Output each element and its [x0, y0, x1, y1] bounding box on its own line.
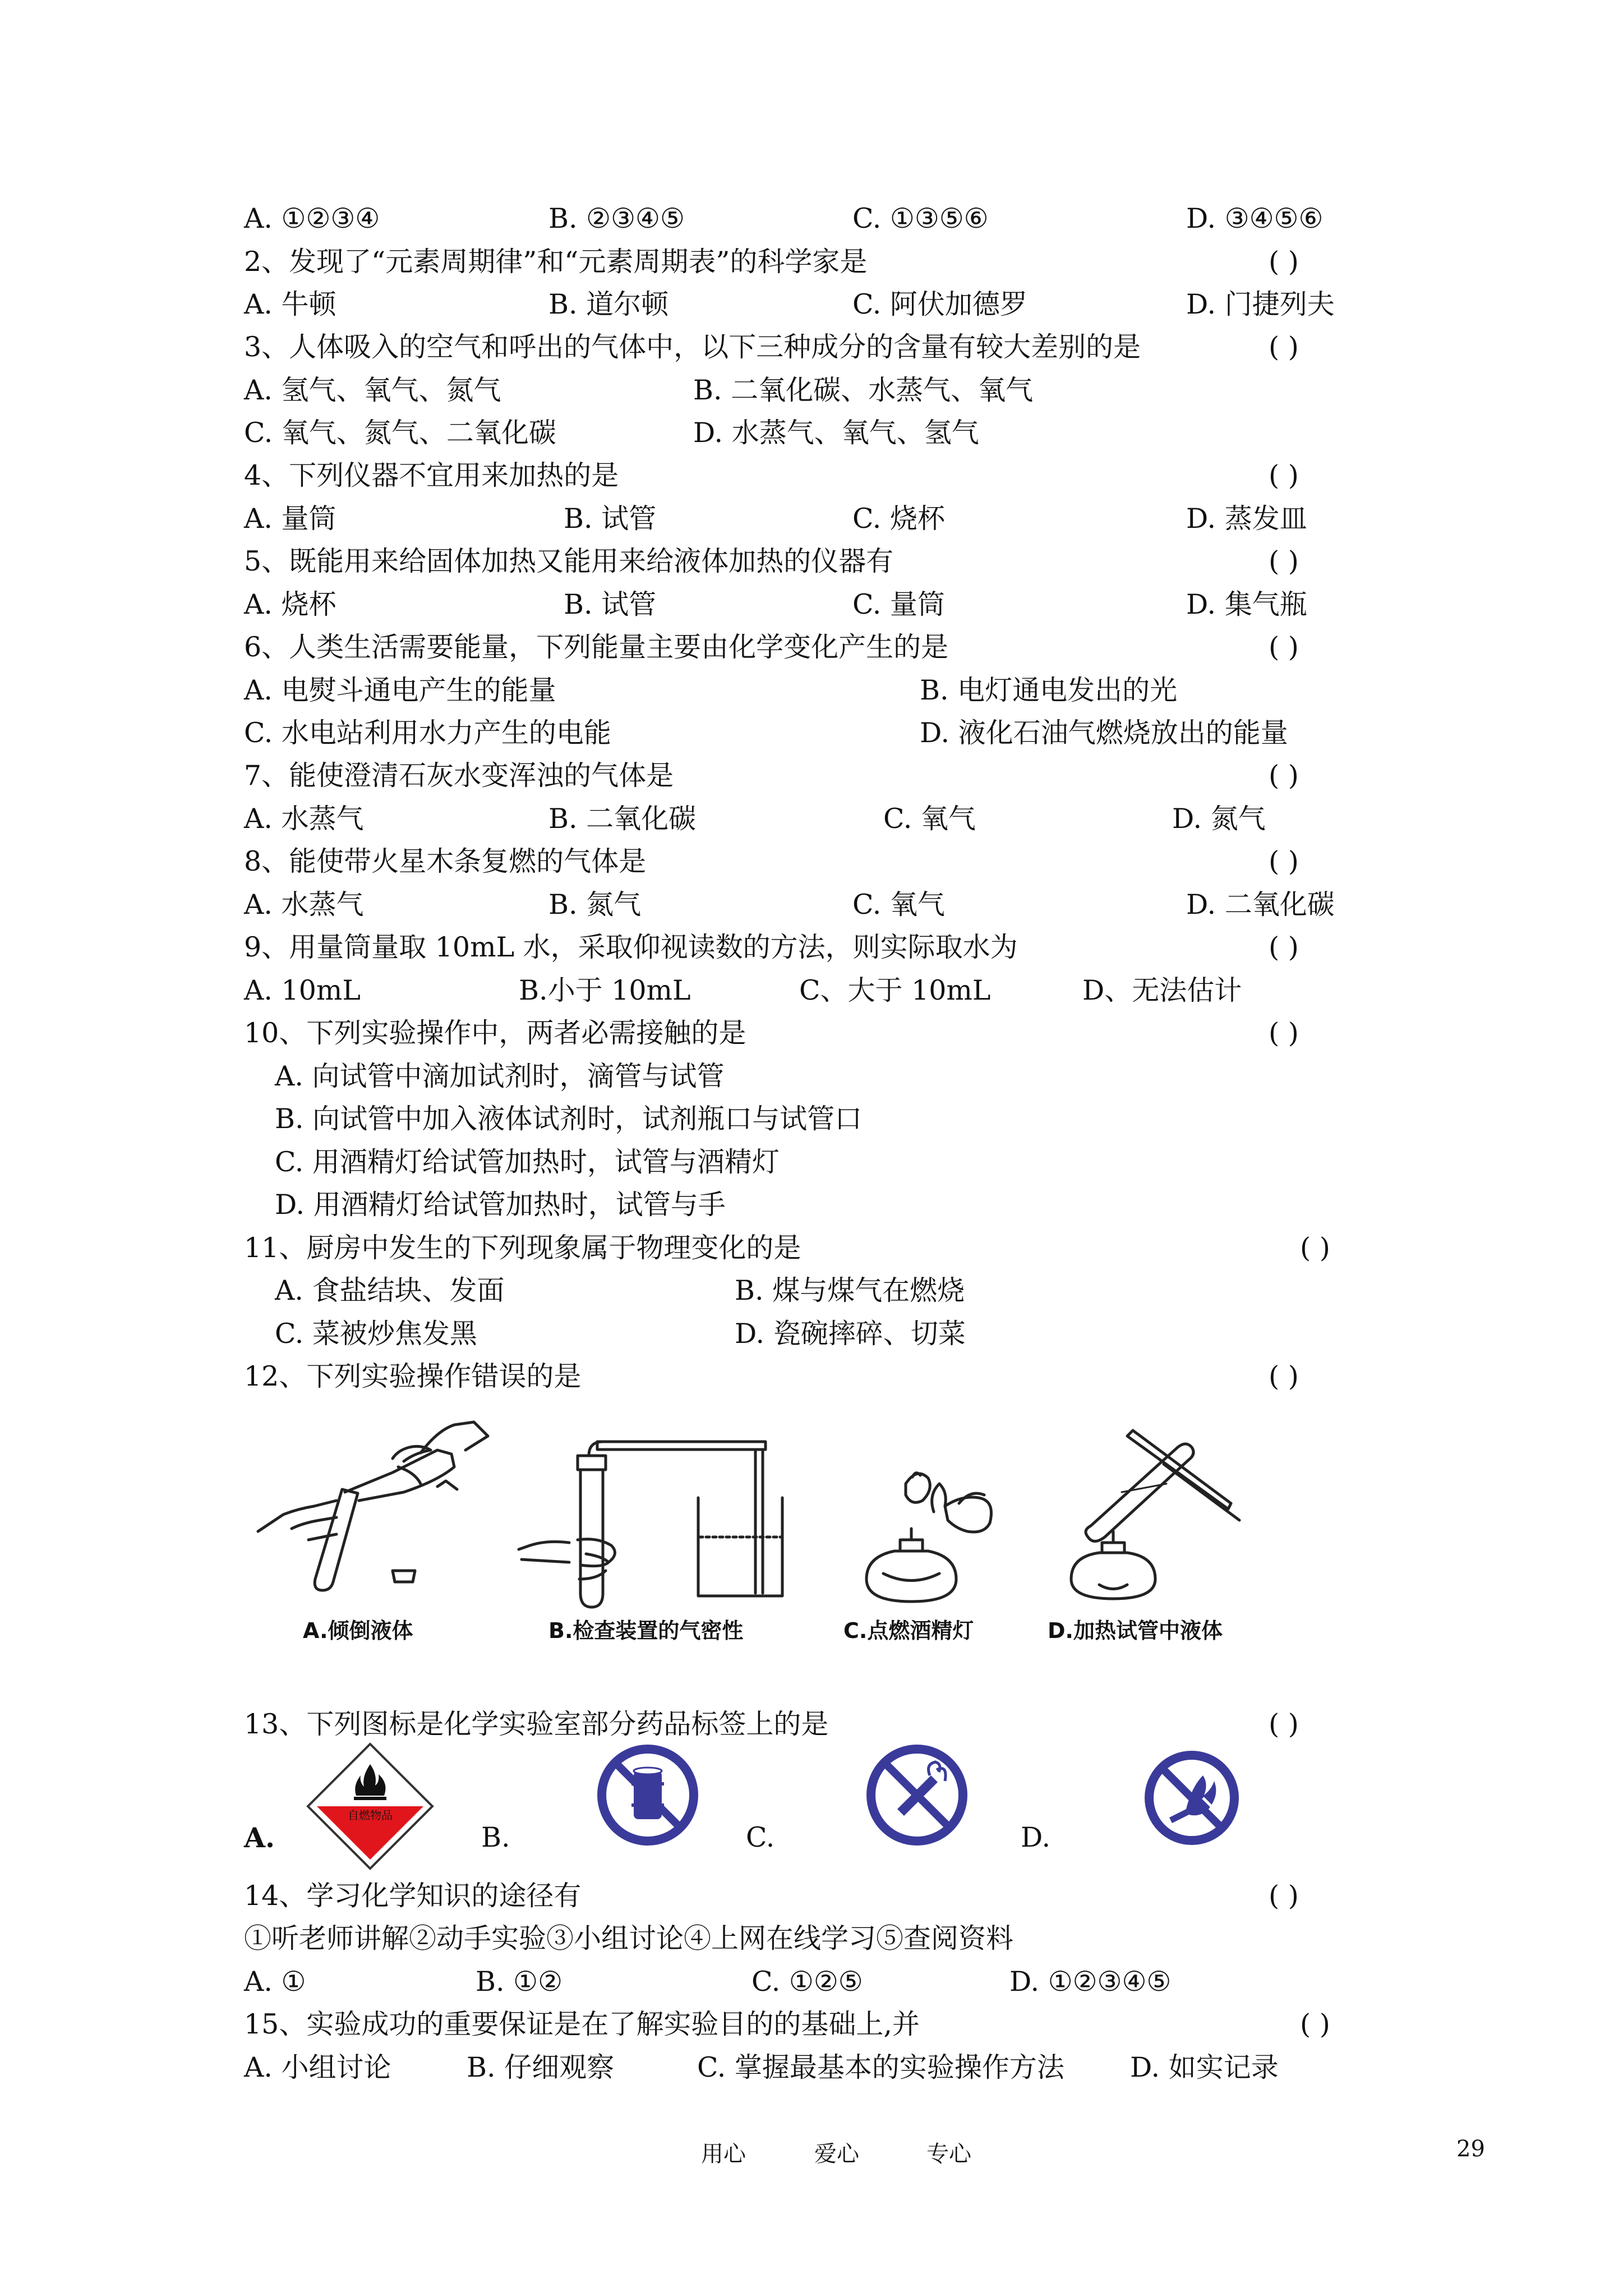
q15-stem: 15、实验成功的重要保证是在了解实验目的的基础上,并	[244, 2008, 920, 2040]
figure-pouring-liquid	[252, 1419, 499, 1604]
q9-stem: 9、用量筒量取 10mL 水，采取仰视读数的方法，则实际取水为	[244, 931, 1018, 963]
q10-option-a: A. 向试管中滴加试剂时，滴管与试管	[275, 1060, 725, 1092]
q1-option-b: B. ②③④⑤	[548, 203, 685, 234]
q9-option-d: D、无法估计	[1082, 974, 1242, 1006]
footer-motto-2: 爱心	[814, 2141, 859, 2167]
q14-stem: 14、学习化学知识的途径有	[244, 1880, 582, 1912]
q9-option-a: A. 10mL	[244, 974, 361, 1006]
q1-option-c: C. ①③⑤⑥	[852, 203, 989, 234]
q2-option-d: D. 门捷列夫	[1186, 288, 1335, 320]
q6-stem: 6、人类生活需要能量，下列能量主要由化学变化产生的是	[244, 631, 949, 663]
page-number: 29	[1456, 2136, 1485, 2162]
q2-option-b: B. 道尔顿	[548, 288, 669, 320]
q8-option-a: A. 水蒸气	[244, 889, 364, 921]
q6-option-d: D. 液化石油气燃烧放出的能量	[920, 717, 1288, 749]
q9-option-b: B.小于 10mL	[519, 974, 691, 1006]
figure-caption-a: A.倾倒液体	[303, 1618, 413, 1643]
q3-option-c: C. 氧气、氮气、二氧化碳	[244, 417, 556, 449]
q3-stem: 3、人体吸入的空气和呼出的气体中，以下三种成分的含量有较大差别的是	[244, 331, 1141, 363]
q2-option-a: A. 牛顿	[244, 288, 336, 320]
q10-option-b: B. 向试管中加入液体试剂时，试剂瓶口与试管口	[275, 1103, 863, 1135]
figure-caption-b: B.检查装置的气密性	[548, 1618, 744, 1643]
q2-answer-blank: ( )	[1269, 246, 1299, 278]
q5-stem: 5、既能用来给固体加热又能用来给液体加热的仪器有	[244, 545, 894, 577]
q12-stem: 12、下列实验操作错误的是	[244, 1360, 582, 1392]
q7-option-a: A. 水蒸气	[244, 803, 364, 835]
q5-option-c: C. 量筒	[852, 588, 945, 620]
footer-motto-1: 用心	[701, 2141, 746, 2167]
q13-option-a: A.	[244, 1821, 275, 1854]
q13-option-b: B.	[481, 1821, 510, 1853]
q15-option-b: B. 仔细观察	[467, 2051, 615, 2083]
q7-option-b: B. 二氧化碳	[548, 803, 697, 835]
q8-option-d: D. 二氧化碳	[1186, 889, 1335, 921]
q9-answer-blank: ( )	[1269, 931, 1299, 963]
q2-option-c: C. 阿伏加德罗	[852, 288, 1027, 320]
q14-option-c: C. ①②⑤	[751, 1966, 863, 1998]
q11-option-c: C. 菜被炒焦发黑	[275, 1318, 477, 1350]
q7-stem: 7、能使澄清石灰水变浑浊的气体是	[244, 760, 674, 792]
figure-caption-c: C.点燃酒精灯	[843, 1618, 974, 1643]
q3-answer-blank: ( )	[1269, 331, 1299, 363]
q11-stem: 11、厨房中发生的下列现象属于物理变化的是	[244, 1232, 801, 1264]
q13-option-c: C.	[746, 1821, 775, 1853]
q1-option-d: D. ③④⑤⑥	[1186, 203, 1324, 234]
q11-option-d: D. 瓷碗摔碎、切菜	[735, 1318, 966, 1350]
no-smoking-sign-icon	[864, 1742, 970, 1848]
q5-option-a: A. 烧杯	[244, 588, 336, 620]
q15-option-d: D. 如实记录	[1130, 2051, 1279, 2083]
q7-option-c: C. 氧气	[883, 803, 976, 835]
q3-option-d: D. 水蒸气、氧气、氢气	[693, 417, 979, 449]
q14-option-d: D. ①②③④⑤	[1009, 1966, 1172, 1998]
q4-option-d: D. 蒸发皿	[1186, 503, 1307, 535]
q4-option-b: B. 试管	[564, 503, 657, 535]
q7-answer-blank: ( )	[1269, 760, 1299, 792]
q6-option-a: A. 电熨斗通电产生的能量	[244, 674, 556, 706]
q1-option-a: A. ①②③④	[244, 203, 380, 234]
no-barrel-sign-icon	[594, 1742, 701, 1848]
q8-option-c: C. 氧气	[852, 889, 945, 921]
q3-option-a: A. 氢气、氧气、氮气	[244, 374, 501, 406]
q12-answer-blank: ( )	[1269, 1360, 1299, 1392]
q4-answer-blank: ( )	[1269, 459, 1299, 491]
q5-option-b: B. 试管	[564, 588, 657, 620]
q4-option-a: A. 量筒	[244, 503, 336, 535]
q9-option-c: C、大于 10mL	[799, 974, 991, 1006]
q4-option-c: C. 烧杯	[852, 503, 945, 535]
q6-option-c: C. 水电站利用水力产生的电能	[244, 717, 611, 749]
footer-motto-3: 专心	[926, 2141, 971, 2167]
q15-answer-blank: ( )	[1300, 2008, 1330, 2040]
q10-stem: 10、下列实验操作中，两者必需接触的是	[244, 1017, 746, 1049]
q6-answer-blank: ( )	[1269, 631, 1299, 663]
q11-option-a: A. 食盐结块、发面	[275, 1274, 505, 1306]
hazard-label-text: 自燃物品	[348, 1809, 393, 1822]
q14-option-b: B. ①②	[476, 1966, 563, 1998]
q14-answer-blank: ( )	[1269, 1880, 1299, 1912]
q7-option-d: D. 氮气	[1172, 803, 1266, 835]
q2-stem: 2、发现了“元素周期律”和“元素周期表”的科学家是	[244, 246, 868, 278]
q10-answer-blank: ( )	[1269, 1017, 1299, 1049]
q5-option-d: D. 集气瓶	[1186, 588, 1307, 620]
q14-option-a: A. ①	[244, 1966, 306, 1998]
q8-answer-blank: ( )	[1269, 845, 1299, 877]
q3-option-b: B. 二氧化碳、水蒸气、氧气	[693, 374, 1034, 406]
q14-methods-list: ①听老师讲解②动手实验③小组讨论④上网在线学习⑤查阅资料	[244, 1922, 1014, 1954]
q13-answer-blank: ( )	[1269, 1708, 1299, 1740]
q11-option-b: B. 煤与煤气在燃烧	[735, 1274, 965, 1306]
q13-option-d: D.	[1021, 1821, 1051, 1853]
q4-stem: 4、下列仪器不宜用来加热的是	[244, 459, 619, 491]
no-open-flame-sign-icon	[1141, 1747, 1242, 1848]
q8-option-b: B. 氮气	[548, 889, 642, 921]
q15-option-a: A. 小组讨论	[244, 2051, 391, 2083]
q11-answer-blank: ( )	[1300, 1232, 1330, 1264]
q10-option-c: C. 用酒精灯给试管加热时，试管与酒精灯	[275, 1146, 780, 1178]
figure-heating-test-tube	[1038, 1425, 1273, 1610]
q8-stem: 8、能使带火星木条复燃的气体是	[244, 845, 647, 877]
q6-option-b: B. 电灯通电发出的光	[920, 674, 1178, 706]
q5-answer-blank: ( )	[1269, 545, 1299, 577]
figure-caption-d: D.加热试管中液体	[1048, 1618, 1223, 1643]
q15-option-c: C. 掌握最基本的实验操作方法	[697, 2051, 1064, 2083]
figure-airtightness-check	[513, 1425, 794, 1610]
q13-stem: 13、下列图标是化学实验室部分药品标签上的是	[244, 1708, 829, 1740]
spontaneous-combustion-hazard-icon	[306, 1742, 435, 1871]
q10-option-d: D. 用酒精灯给试管加热时，试管与手	[275, 1189, 726, 1221]
figure-lighting-alcohol-lamp	[850, 1461, 1018, 1613]
